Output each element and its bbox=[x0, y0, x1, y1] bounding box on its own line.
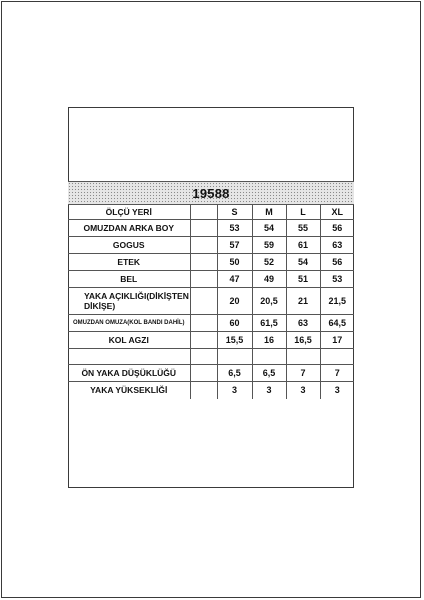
row-label: ÖN YAKA DÜŞÜKLÜĞÜ bbox=[68, 364, 190, 381]
table-row bbox=[68, 381, 354, 399]
table-row bbox=[68, 314, 354, 331]
value-xl: 3 bbox=[320, 381, 354, 399]
spacer-cell bbox=[190, 253, 217, 270]
spacer-cell bbox=[190, 381, 217, 399]
value-xl: 64,5 bbox=[320, 314, 354, 331]
row-label: YAKA AÇIKLIĞI(DİKİŞTEN DİKİŞE) bbox=[68, 287, 190, 314]
value-xl: 21,5 bbox=[320, 287, 354, 314]
spacer-cell bbox=[190, 219, 217, 236]
table-row bbox=[68, 270, 354, 287]
header-row bbox=[68, 205, 354, 219]
value-s: 60 bbox=[217, 314, 252, 331]
value-l: 16,5 bbox=[286, 331, 320, 348]
value-m: 52 bbox=[252, 253, 286, 270]
value-s: 57 bbox=[217, 236, 252, 253]
table-row bbox=[68, 364, 354, 381]
value-xl: 7 bbox=[320, 364, 354, 381]
spacer-cell bbox=[190, 331, 217, 348]
value-xl: 17 bbox=[320, 331, 354, 348]
value-l: 61 bbox=[286, 236, 320, 253]
value-m: 59 bbox=[252, 236, 286, 253]
value-xl: 56 bbox=[320, 253, 354, 270]
row-label: YAKA YÜKSEKLİĞİ bbox=[90, 385, 168, 396]
value-xl: 56 bbox=[320, 219, 354, 236]
value-l: 51 bbox=[286, 270, 320, 287]
spacer-cell bbox=[190, 287, 217, 314]
table-row bbox=[68, 287, 354, 314]
value-l: 21 bbox=[286, 287, 320, 314]
value-m: 49 bbox=[252, 270, 286, 287]
header-size-l: L bbox=[286, 205, 320, 219]
value-m: 3 bbox=[252, 381, 286, 399]
size-table bbox=[68, 205, 354, 399]
row-label: OMUZDAN OMUZA(KOL BANDI DAHİL) bbox=[68, 314, 190, 331]
spacer-cell bbox=[190, 270, 217, 287]
value-s: 3 bbox=[217, 381, 252, 399]
value-s: 47 bbox=[217, 270, 252, 287]
value-s: 6,5 bbox=[217, 364, 252, 381]
value-m: 16 bbox=[252, 331, 286, 348]
value-s: 15,5 bbox=[217, 331, 252, 348]
value-l: 63 bbox=[286, 314, 320, 331]
row-label: BEL bbox=[68, 270, 190, 287]
value-s: 50 bbox=[217, 253, 252, 270]
value-l: 55 bbox=[286, 219, 320, 236]
table-row bbox=[68, 331, 354, 348]
header-size-s: S bbox=[217, 205, 252, 219]
value-l: 7 bbox=[286, 364, 320, 381]
table-row bbox=[68, 219, 354, 236]
row-label: ETEK bbox=[68, 253, 190, 270]
spacer-cell bbox=[190, 236, 217, 253]
value-s bbox=[217, 348, 252, 364]
table-row bbox=[68, 236, 354, 253]
value-m: 20,5 bbox=[252, 287, 286, 314]
value-l: 3 bbox=[286, 381, 320, 399]
spacer-cell bbox=[190, 364, 217, 381]
value-m: 6,5 bbox=[252, 364, 286, 381]
row-label: KOL AGZI bbox=[68, 331, 190, 348]
header-size-m: M bbox=[252, 205, 286, 219]
value-l: 54 bbox=[286, 253, 320, 270]
spacer-cell bbox=[190, 348, 217, 364]
product-code: 19588 bbox=[192, 185, 230, 201]
header-spacer bbox=[190, 205, 217, 219]
value-s: 20 bbox=[217, 287, 252, 314]
spacer-cell bbox=[190, 314, 217, 331]
table-row bbox=[68, 253, 354, 270]
value-xl bbox=[320, 348, 354, 364]
value-m: 61,5 bbox=[252, 314, 286, 331]
row-label bbox=[68, 348, 190, 364]
value-l bbox=[286, 348, 320, 364]
row-label: GOGUS bbox=[68, 236, 190, 253]
header-measure: ÖLÇÜ YERİ bbox=[68, 205, 190, 219]
header-size-xl: XL bbox=[320, 205, 354, 219]
table-row-empty bbox=[68, 348, 354, 364]
product-code-band bbox=[68, 181, 354, 205]
row-label: OMUZDAN ARKA BOY bbox=[68, 219, 190, 236]
value-xl: 63 bbox=[320, 236, 354, 253]
value-m: 54 bbox=[252, 219, 286, 236]
value-xl: 53 bbox=[320, 270, 354, 287]
value-m bbox=[252, 348, 286, 364]
value-s: 53 bbox=[217, 219, 252, 236]
